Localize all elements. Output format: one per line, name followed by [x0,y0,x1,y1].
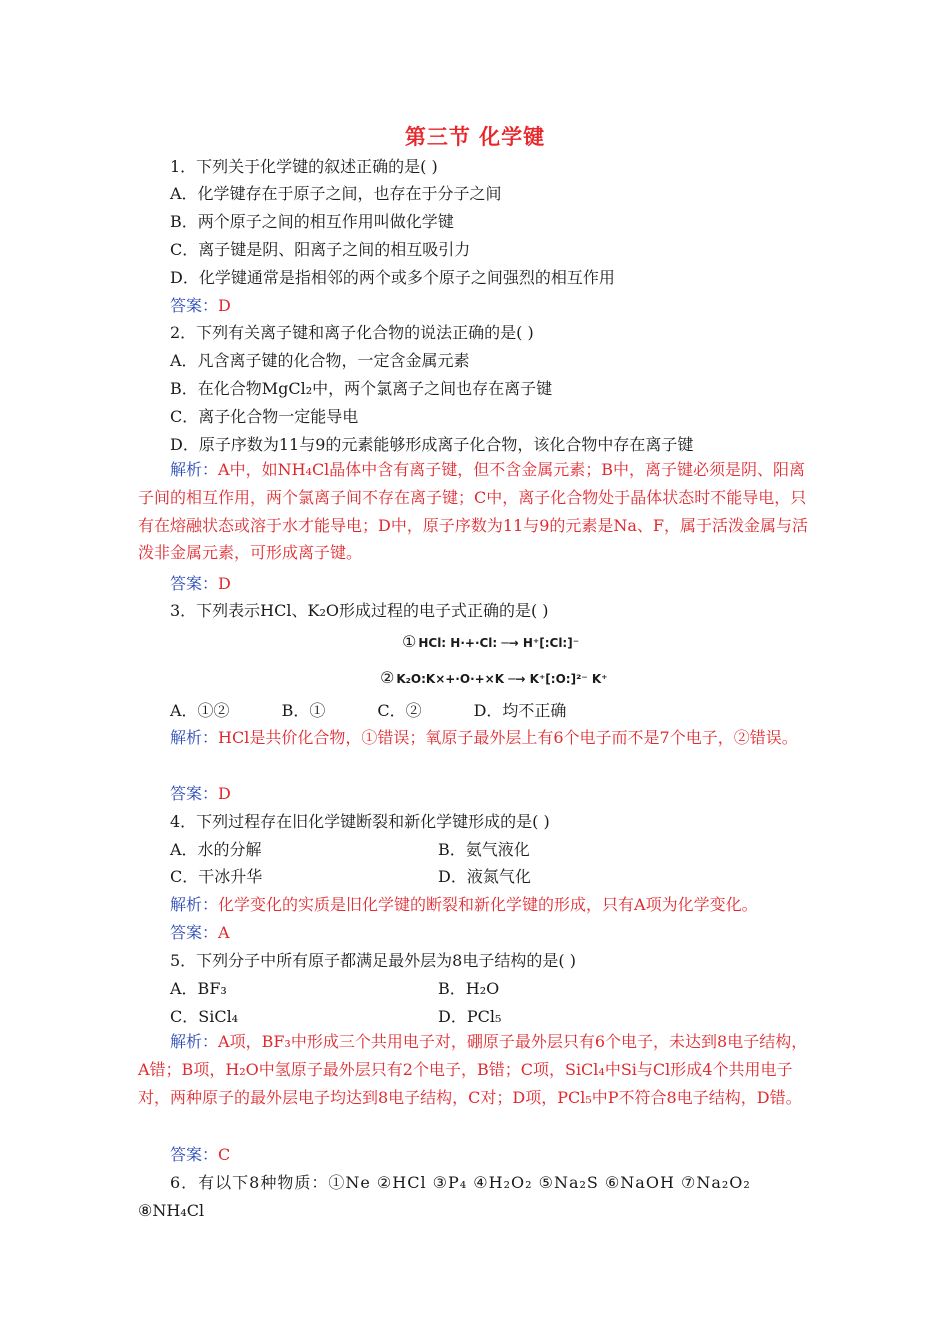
analysis-text: A中，如NH₄Cl晶体中含有离子键，但不含金属元素；B中，离子键必须是阴、阳离子间的相互作用，两个氯离子间不存在离子键；C中，离子化合物处于晶体状态时不能导电，只有在熔融状态或溶于水才能导电；D中，原子序数为11与9的元素是Na、F，属于活泼金属与活泼非金属元素，可形成离子键。 [138,460,809,563]
q1-option-c: C．离子键是阴、阳离子之间的相互吸引力 [170,240,471,259]
q5-option-b: B．H₂O [438,979,500,998]
q3-option-c: C．② [377,701,422,720]
q4-option-b: B．氨气液化 [438,840,530,859]
answer-value: D [218,784,231,803]
analysis-text: 化学变化的实质是旧化学键的断裂和新化学键的形成，只有A项为化学变化。 [218,895,758,914]
q1-option-b: B．两个原子之间的相互作用叫做化学键 [170,212,454,231]
answer-value: D [218,574,231,593]
analysis-label: 解析： [170,1032,219,1051]
q5-answer [170,1144,230,1166]
answer-value: D [218,296,231,315]
q4-analysis [170,894,758,916]
q3-option-d: D．均不正确 [473,701,567,720]
answer-label: 答案： [170,923,219,942]
q5-option-d: D．PCl₅ [438,1007,502,1026]
q2-analysis [138,456,814,567]
analysis-label: 解析： [170,460,219,479]
q3-option-a: A．①② [170,701,230,720]
answer-value: C [218,1145,231,1164]
q4-option-c: C．干冰升华 [170,867,263,886]
q4-stem: 4．下列过程存在旧化学键断裂和新化学键形成的是( ) [170,812,550,831]
formula-k2o [380,668,607,687]
q6-stem-continued: ⑧NH₄Cl [138,1201,205,1220]
q2-option-c: C．离子化合物一定能导电 [170,407,359,426]
answer-label: 答案： [170,784,219,803]
q3-option-b: B．① [281,701,326,720]
q6-stem: 6．有以下8种物质：①Ne ②HCl ③P₄ ④H₂O₂ ⑤Na₂S ⑥NaOH ⑦Na₂O₂ [170,1173,751,1192]
q5-option-a: A．BF₃ [170,979,227,998]
formula2-text: K₂O:K×+·O·+×K ─→ K⁺[:O:]²⁻ K⁺ [396,672,608,686]
answer-value: A [218,923,230,942]
page-title: 第三节 化学键 [404,125,546,149]
q2-stem: 2．下列有关离子键和离子化合物的说法正确的是( ) [170,323,534,342]
analysis-label: 解析： [170,895,219,914]
answer-label: 答案： [170,574,219,593]
q2-option-b: B．在化合物MgCl₂中，两个氯离子之间也存在离子键 [170,379,553,398]
q4-option-d: D．液氮气化 [438,867,531,886]
q1-stem: 1．下列关于化学键的叙述正确的是( ) [170,157,438,176]
q2-option-d: D．原子序数为11与9的元素能够形成离子化合物，该化合物中存在离子键 [170,435,694,454]
q3-answer [170,783,231,805]
q5-stem: 5．下列分子中所有原子都满足最外层为8电子结构的是( ) [170,951,576,970]
q4-answer [170,922,230,944]
q3-stem: 3．下列表示HCl、K₂O形成过程的电子式正确的是( ) [170,601,549,620]
q3-options [170,700,566,722]
q1-option-a: A．化学键存在于原子之间，也存在于分子之间 [170,184,502,203]
q1-option-d: D．化学键通常是指相邻的两个或多个原子之间强烈的相互作用 [170,268,615,287]
q5-option-c: C．SiCl₄ [170,1007,239,1026]
q1-answer [170,295,231,317]
q3-analysis [138,724,814,752]
answer-label: 答案： [170,296,219,315]
analysis-text: A项，BF₃中形成三个共用电子对，硼原子最外层只有6个电子，未达到8电子结构，A错；B项，H₂O中氢原子最外层只有2个电子，B错；C项，SiCl₄中Si与Cl形成4个共用电子对，两种原子的最外层电子均达到8电子结构，C对；D项，PCl₅中P不符合8电子结构，D错。 [138,1032,808,1107]
answer-label: 答案： [170,1145,219,1164]
formula2-number: ② [380,668,395,687]
q5-analysis [138,1028,814,1111]
analysis-text: HCl是共价化合物，①错误；氧原子最外层上有6个电子而不是7个电子，②错误。 [218,728,798,747]
analysis-label: 解析： [170,728,219,747]
formula1-text: HCl: H·+·Cl: ─→ H⁺[:Cl:]⁻ [418,636,580,650]
formula-hcl [402,632,579,651]
q2-answer [170,573,231,595]
formula1-number: ① [402,632,417,651]
q2-option-a: A．凡含离子键的化合物，一定含金属元素 [170,351,470,370]
q4-option-a: A．水的分解 [170,840,262,859]
